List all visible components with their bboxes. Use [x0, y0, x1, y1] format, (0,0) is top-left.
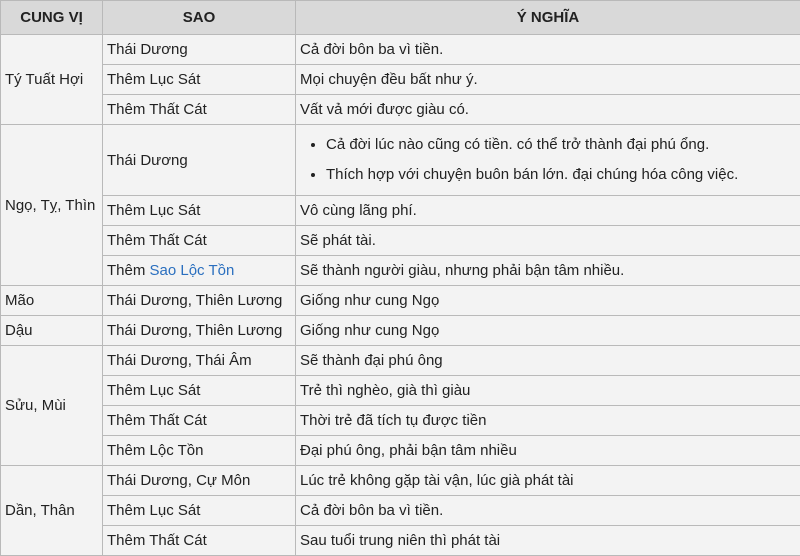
meaning-cell: Vô cùng lãng phí. — [296, 196, 800, 226]
table-row — [1, 95, 800, 125]
table-row — [1, 436, 800, 466]
meaning-cell: Trẻ thì nghèo, già thì giàu — [296, 376, 800, 406]
sao-prefix: Thêm — [107, 262, 150, 279]
meaning-bullet-list — [300, 130, 796, 190]
table-row — [1, 226, 800, 256]
sao-cell: Thêm Lộc Tồn — [103, 436, 296, 466]
sao-cell: Thái Dương, Thiên Lương — [103, 316, 296, 346]
meaning-cell: Sau tuổi trung niên thì phát tài — [296, 526, 800, 556]
group-cell: Tý Tuất Hợi — [1, 35, 103, 125]
header-y-nghia: Ý NGHĨA — [296, 1, 800, 35]
sao-cell: Thêm Thất Cát — [103, 95, 296, 125]
sao-cell: Thêm Lục Sát — [103, 376, 296, 406]
sao-cell: Thái Dương, Cự Môn — [103, 466, 296, 496]
sao-cell: Thêm Thất Cát — [103, 406, 296, 436]
sao-cell: Thêm Lục Sát — [103, 196, 296, 226]
table-row — [1, 346, 800, 376]
list-item: • Thích hợp với chuyện buôn bán lớn. đại chúng hóa công việc. — [326, 160, 796, 190]
list-item: • Cả đời lúc nào cũng có tiền. có thể trở thành đại phú ổng. — [326, 130, 796, 160]
table-row — [1, 35, 800, 65]
header-sao: SAO — [103, 1, 296, 35]
sao-cell: Thêm Lục Sát — [103, 65, 296, 95]
meaning-cell: Vất vả mới được giàu có. — [296, 95, 800, 125]
sao-cell: Thêm Lục Sát — [103, 496, 296, 526]
sao-cell: Thái Dương — [103, 125, 296, 196]
meaning-cell: Cả đời bôn ba vì tiền. — [296, 35, 800, 65]
header-cung-vi: CUNG VỊ — [1, 1, 103, 35]
group-cell: Ngọ, Tỵ, Thìn — [1, 125, 103, 286]
table-row — [1, 196, 800, 226]
meaning-cell: Giống như cung Ngọ — [296, 316, 800, 346]
table-row — [1, 316, 800, 346]
meaning-cell: Cả đời bôn ba vì tiền. — [296, 496, 800, 526]
table-row — [1, 406, 800, 436]
sao-cell: Thái Dương, Thái Âm — [103, 346, 296, 376]
meaning-cell: Lúc trẻ không gặp tài vận, lúc già phát tài — [296, 466, 800, 496]
table-row — [1, 466, 800, 496]
group-cell: Mão — [1, 286, 103, 316]
table-header-row — [1, 1, 800, 35]
table-row — [1, 286, 800, 316]
table-row — [1, 125, 800, 196]
table-row — [1, 526, 800, 556]
meaning-cell: Đại phú ông, phải bận tâm nhiều — [296, 436, 800, 466]
meaning-cell: Sẽ thành người giàu, nhưng phải bận tâm nhiều. — [296, 256, 800, 286]
sao-cell: Thái Dương, Thiên Lương — [103, 286, 296, 316]
meaning-cell: Sẽ thành đại phú ông — [296, 346, 800, 376]
meaning-cell: Thời trẻ đã tích tụ được tiền — [296, 406, 800, 436]
meaning-cell: Mọi chuyện đều bất như ý. — [296, 65, 800, 95]
sao-cell: Thêm Thất Cát — [103, 526, 296, 556]
table-row — [1, 65, 800, 95]
group-cell: Sửu, Mùi — [1, 346, 103, 466]
table-row — [1, 496, 800, 526]
group-cell: Dậu — [1, 316, 103, 346]
meaning-cell — [296, 125, 800, 196]
table-row — [1, 256, 800, 286]
meaning-cell: Giống như cung Ngọ — [296, 286, 800, 316]
sao-loc-ton-link[interactable]: Sao Lộc Tồn — [149, 262, 235, 279]
table-row — [1, 376, 800, 406]
sao-cell — [103, 256, 296, 286]
sao-cell: Thêm Thất Cát — [103, 226, 296, 256]
meaning-cell: Sẽ phát tài. — [296, 226, 800, 256]
sao-cell: Thái Dương — [103, 35, 296, 65]
group-cell: Dần, Thân — [1, 466, 103, 556]
